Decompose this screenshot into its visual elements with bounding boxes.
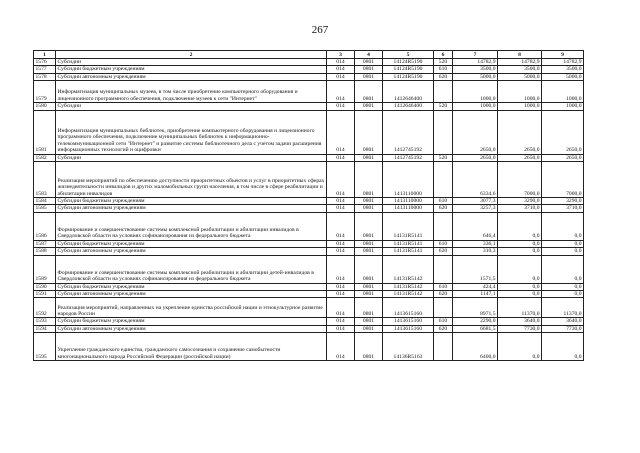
row-name-cell: Реализация мероприятий, направленных на укрепление единства российской нации и этнокультурное развитие народов России (56, 298, 327, 318)
amount-cell: 1147,1 (453, 291, 498, 298)
amount-cell: 14782,9 (498, 59, 542, 66)
row-name-cell: Субсидии автономным учреждениям (56, 325, 327, 332)
row-name-cell: Субсидии автономным учреждениям (56, 73, 327, 80)
row-name-cell: Субсидии автономным учреждениям (56, 248, 327, 255)
code-cell: 0801 (355, 205, 383, 212)
amount-cell: 0,0 (542, 212, 584, 240)
row-number-cell: 1590 (34, 283, 56, 290)
amount-cell: 0,0 (542, 291, 584, 298)
table-row (34, 333, 584, 361)
amount-cell: 0,0 (498, 212, 542, 240)
amount-cell: 2650,0 (498, 110, 542, 154)
amount-cell: 3710,0 (498, 205, 542, 212)
code-cell: 1412745192 (383, 110, 434, 154)
row-name-cell: Реализация мероприятий по обеспечению доступности приоритетных объектов и услуг в приоритетных сферах жизнедеятельности инвалидов и других маломобильных групп населения, в том числе в сфере реабилитации и абилитации инвалидов (56, 162, 327, 198)
amount-cell: 1000,0 (498, 103, 542, 110)
code-cell: 1412745192 (383, 154, 434, 161)
table-row (34, 73, 584, 80)
header-cell: 2 (56, 51, 327, 59)
code-cell: 0801 (355, 103, 383, 110)
header-cell: 9 (542, 51, 584, 59)
row-name-cell: Субсидии бюджетным учреждениям (56, 66, 327, 73)
code-cell: 0801 (355, 333, 383, 361)
code-cell: 520 (434, 103, 453, 110)
amount-cell: 0,0 (542, 333, 584, 361)
row-name-cell: Информатизация муниципальных музеев, в том числе приобретение компьютерного оборудования и лицензионного программного обеспечения, подключение музеев к сети "Интернет" (56, 81, 327, 103)
code-cell: 14124R5190 (383, 59, 434, 66)
table-row (34, 110, 584, 154)
code-cell: 620 (434, 291, 453, 298)
code-cell: 1413110000 (383, 205, 434, 212)
amount-cell: 1000,0 (542, 81, 584, 103)
code-cell: 0801 (355, 59, 383, 66)
row-number-cell: 1588 (34, 248, 56, 255)
amount-cell: 3710,0 (542, 205, 584, 212)
code-cell: 610 (434, 66, 453, 73)
code-cell: 014 (327, 248, 355, 255)
row-number-cell: 1584 (34, 198, 56, 205)
table-row (34, 66, 584, 73)
table-body (34, 59, 584, 361)
row-number-cell: 1591 (34, 291, 56, 298)
amount-cell: 1000,0 (453, 81, 498, 103)
code-cell: 0801 (355, 255, 383, 283)
amount-cell: 7730,0 (542, 325, 584, 332)
amount-cell: 3640,0 (542, 318, 584, 325)
amount-cell: 310,3 (453, 248, 498, 255)
row-name-cell: Субсидии автономным учреждениям (56, 291, 327, 298)
table-row (34, 103, 584, 110)
amount-cell: 1000,0 (542, 103, 584, 110)
code-cell: 1412646400 (383, 81, 434, 103)
code-cell: 0801 (355, 198, 383, 205)
code-cell: 014 (327, 318, 355, 325)
amount-cell: 3077,3 (453, 198, 498, 205)
code-cell: 1413615160 (383, 298, 434, 318)
code-cell: 014 (327, 198, 355, 205)
amount-cell: 3500,0 (453, 66, 498, 73)
amount-cell: 14782,9 (453, 59, 498, 66)
amount-cell: 0,0 (498, 291, 542, 298)
amount-cell: 3290,0 (498, 198, 542, 205)
code-cell (434, 212, 453, 240)
code-cell: 014 (327, 162, 355, 198)
table-row (34, 81, 584, 103)
code-cell: 014 (327, 283, 355, 290)
row-number-cell: 1586 (34, 212, 56, 240)
code-cell: 610 (434, 283, 453, 290)
row-number-cell: 1582 (34, 154, 56, 161)
code-cell: 620 (434, 73, 453, 80)
amount-cell: 5000,0 (498, 73, 542, 80)
table-row (34, 212, 584, 240)
code-cell: 0801 (355, 154, 383, 161)
row-name-cell: Формирование и совершенствование системы комплексной реабилитации и абилитации детей-инвалидов в Свердловской области на условиях софинансирования из федерального бюджета (56, 255, 327, 283)
code-cell: 014 (327, 110, 355, 154)
code-cell: 014 (327, 81, 355, 103)
amount-cell: 8971,5 (453, 298, 498, 318)
code-cell: 014 (327, 298, 355, 318)
row-number-cell: 1581 (34, 110, 56, 154)
code-cell: 14131R5141 (383, 212, 434, 240)
amount-cell: 3500,0 (542, 66, 584, 73)
table-row (34, 162, 584, 198)
row-number-cell: 1593 (34, 318, 56, 325)
code-cell: 610 (434, 198, 453, 205)
amount-cell: 14782,9 (542, 59, 584, 66)
row-number-cell: 1589 (34, 255, 56, 283)
code-cell: 620 (434, 248, 453, 255)
code-cell: 1413615160 (383, 325, 434, 332)
amount-cell: 0,0 (542, 240, 584, 247)
row-name-cell: Субсидии бюджетным учреждениям (56, 198, 327, 205)
code-cell: 14131R5142 (383, 255, 434, 283)
code-cell: 0801 (355, 298, 383, 318)
code-cell: 14131R5142 (383, 283, 434, 290)
amount-cell: 0,0 (542, 248, 584, 255)
amount-cell: 646,4 (453, 212, 498, 240)
header-cell: 5 (383, 51, 434, 59)
code-cell: 620 (434, 205, 453, 212)
row-number-cell: 1576 (34, 59, 56, 66)
code-cell: 1413110000 (383, 198, 434, 205)
header-cell: 3 (327, 51, 355, 59)
code-cell (434, 110, 453, 154)
amount-cell: 3500,0 (498, 66, 542, 73)
code-cell: 014 (327, 325, 355, 332)
amount-cell: 11370,0 (542, 298, 584, 318)
table-row (34, 318, 584, 325)
row-name-cell: Субсидии (56, 59, 327, 66)
amount-cell: 7730,0 (498, 325, 542, 332)
code-cell: 014 (327, 212, 355, 240)
code-cell: 14136R5163 (383, 333, 434, 361)
row-number-cell: 1580 (34, 103, 56, 110)
amount-cell: 3290,0 (542, 198, 584, 205)
code-cell: 014 (327, 66, 355, 73)
code-cell: 0801 (355, 291, 383, 298)
code-cell: 014 (327, 59, 355, 66)
amount-cell: 3257,3 (453, 205, 498, 212)
row-name-cell: Субсидии бюджетным учреждениям (56, 318, 327, 325)
table-row (34, 154, 584, 161)
code-cell: 0801 (355, 318, 383, 325)
amount-cell: 5000,0 (542, 73, 584, 80)
code-cell: 0801 (355, 81, 383, 103)
amount-cell: 1000,0 (498, 81, 542, 103)
amount-cell: 0,0 (542, 255, 584, 283)
code-cell: 014 (327, 154, 355, 161)
amount-cell: 2650,0 (542, 154, 584, 161)
row-number-cell: 1594 (34, 325, 56, 332)
code-cell: 1413110000 (383, 162, 434, 198)
table-row (34, 298, 584, 318)
amount-cell: 2650,0 (542, 110, 584, 154)
header-cell: 4 (355, 51, 383, 59)
header-cell: 8 (498, 51, 542, 59)
row-name-cell: Субсидии (56, 154, 327, 161)
amount-cell: 7000,0 (498, 162, 542, 198)
row-name-cell: Субсидии бюджетным учреждениям (56, 240, 327, 247)
row-number-cell: 1587 (34, 240, 56, 247)
amount-cell: 2290,0 (453, 318, 498, 325)
amount-cell: 0,0 (498, 240, 542, 247)
table-row (34, 291, 584, 298)
code-cell: 1413615160 (383, 318, 434, 325)
row-number-cell: 1585 (34, 205, 56, 212)
row-number-cell: 1592 (34, 298, 56, 318)
code-cell: 520 (434, 59, 453, 66)
amount-cell: 3640,0 (498, 318, 542, 325)
table-row (34, 205, 584, 212)
code-cell: 520 (434, 154, 453, 161)
code-cell: 0801 (355, 110, 383, 154)
amount-cell: 2650,0 (453, 110, 498, 154)
code-cell (434, 298, 453, 318)
code-cell (434, 81, 453, 103)
code-cell: 14124R5190 (383, 73, 434, 80)
row-number-cell: 1577 (34, 66, 56, 73)
row-name-cell: Укрепление гражданского единства, гражданского самосознания и сохранение самобытности многонационального народа Российской Федерации (российской нации) (56, 333, 327, 361)
row-number-cell: 1579 (34, 81, 56, 103)
code-cell: 0801 (355, 66, 383, 73)
code-cell: 014 (327, 73, 355, 80)
amount-cell: 5000,0 (453, 73, 498, 80)
code-cell: 014 (327, 291, 355, 298)
code-cell: 14131R5141 (383, 240, 434, 247)
code-cell: 014 (327, 205, 355, 212)
amount-cell: 2650,0 (498, 154, 542, 161)
amount-cell: 11370,0 (498, 298, 542, 318)
code-cell: 0801 (355, 73, 383, 80)
row-name-cell: Субсидии автономным учреждениям (56, 205, 327, 212)
amount-cell: 336,1 (453, 240, 498, 247)
row-name-cell: Субсидии бюджетным учреждениям (56, 283, 327, 290)
amount-cell: 7000,0 (542, 162, 584, 198)
row-name-cell: Информатизация муниципальных библиотек, приобретение компьютерного оборудования и лицензионного программного обеспечения, подключение муниципальных библиотек к информационно-телекоммуникационной сети "Интернет" и развитие системы библиотечного дела с учетом задачи расширения информационных технологий и оцифровки (56, 110, 327, 154)
code-cell: 0801 (355, 325, 383, 332)
amount-cell: 6334,6 (453, 162, 498, 198)
code-cell (434, 162, 453, 198)
amount-cell: 2650,0 (453, 154, 498, 161)
budget-table (33, 50, 584, 361)
table-row (34, 248, 584, 255)
header-cell: 6 (434, 51, 453, 59)
code-cell: 14131R5142 (383, 291, 434, 298)
code-cell: 014 (327, 333, 355, 361)
amount-cell: 0,0 (498, 248, 542, 255)
amount-cell: 1000,0 (453, 103, 498, 110)
code-cell: 0801 (355, 240, 383, 247)
code-cell: 610 (434, 240, 453, 247)
code-cell: 014 (327, 255, 355, 283)
amount-cell: 0,0 (498, 255, 542, 283)
row-name-cell: Субсидии (56, 103, 327, 110)
header-cell: 1 (34, 51, 56, 59)
code-cell: 014 (327, 240, 355, 247)
row-number-cell: 1578 (34, 73, 56, 80)
table-row (34, 255, 584, 283)
amount-cell: 6681,5 (453, 325, 498, 332)
header-cell: 7 (453, 51, 498, 59)
row-name-cell: Формирование и совершенствование системы комплексной реабилитации и абилитации инвалидов в Свердловской области на условиях софинансирования из федерального бюджета (56, 212, 327, 240)
row-number-cell: 1583 (34, 162, 56, 198)
amount-cell: 0,0 (498, 333, 542, 361)
code-cell: 610 (434, 318, 453, 325)
code-cell: 1412646400 (383, 103, 434, 110)
code-cell: 0801 (355, 162, 383, 198)
table-row (34, 283, 584, 290)
table-row (34, 198, 584, 205)
code-cell: 14124R5190 (383, 66, 434, 73)
code-cell: 14131R5141 (383, 248, 434, 255)
amount-cell: 0,0 (542, 283, 584, 290)
code-cell: 620 (434, 325, 453, 332)
amount-cell: 424,4 (453, 283, 498, 290)
code-cell: 0801 (355, 212, 383, 240)
code-cell (434, 333, 453, 361)
code-cell: 014 (327, 103, 355, 110)
code-cell (434, 255, 453, 283)
header-row (34, 51, 584, 59)
table-row (34, 59, 584, 66)
amount-cell: 1571,5 (453, 255, 498, 283)
row-number-cell: 1595 (34, 333, 56, 361)
table-row (34, 240, 584, 247)
code-cell: 0801 (355, 283, 383, 290)
amount-cell: 0,0 (498, 283, 542, 290)
code-cell: 0801 (355, 248, 383, 255)
table-row (34, 325, 584, 332)
amount-cell: 6400,0 (453, 333, 498, 361)
page-number: 267 (311, 24, 329, 36)
